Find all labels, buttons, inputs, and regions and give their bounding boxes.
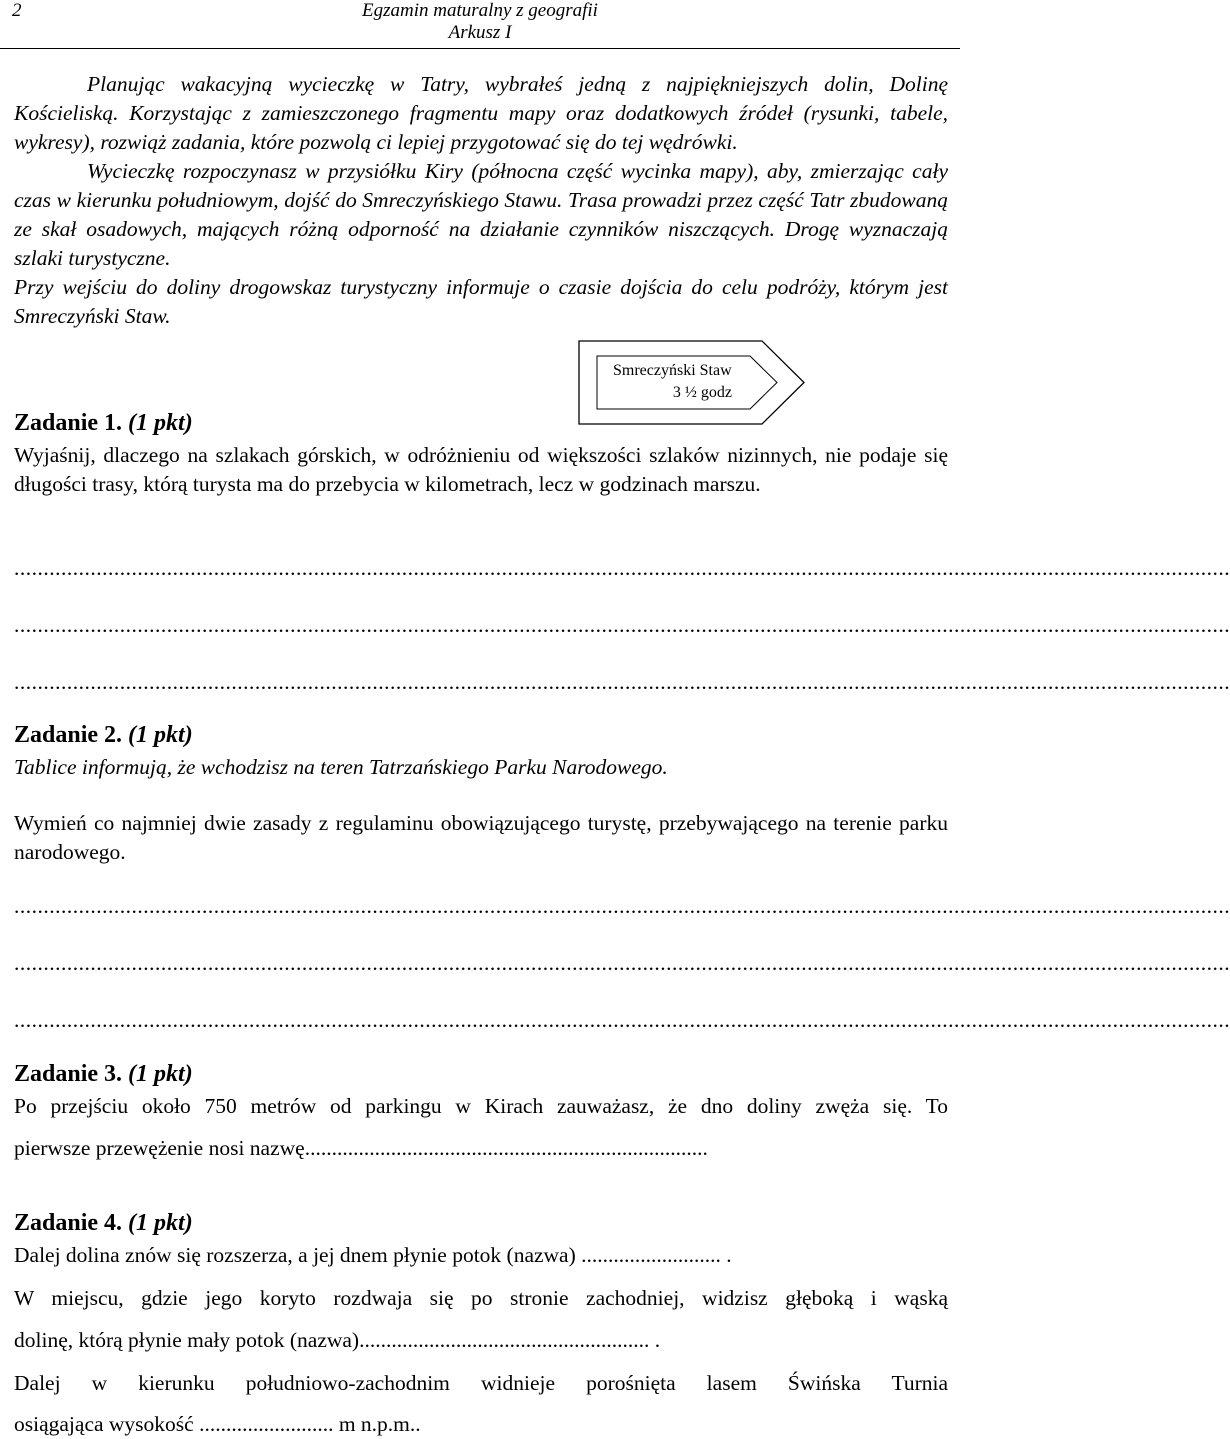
page-number: 2: [12, 0, 22, 21]
task3-line-1: Po przejściu około 750 metrów od parkingu w Kirach zauważasz, że dno doliny zwęża się. To: [14, 1094, 948, 1118]
task2-info: Tablice informują, że wchodzisz na teren Tatrzańskiego Parku Narodowego.: [14, 755, 668, 779]
intro-paragraph-1: Planując wakacyjną wycieczkę w Tatry, wybrałeś jedną z najpiękniejszych dolin, Dolinę Kościeliską. Korzystając z zamieszczonego fragmentu mapy oraz dodatkowych źródeł (rysunki, tabele, wykresy), rozwiąż zadania, które pozwolą ci lepiej przygotować się do tej wędrówki.: [14, 72, 948, 154]
intro-paragraph-3: Przy wejściu do doliny drogowskaz turystyczny informuje o czasie dojścia do celu podróży, którym jest Smreczyński Staw.: [14, 275, 948, 328]
task4-line-5[interactable]: osiągająca wysokość ......................... m n.p.m..: [14, 1412, 421, 1436]
answer-line[interactable]: ...............................................................................................................................................................................................................: [14, 670, 1230, 694]
task1-points: (1 pkt): [128, 410, 193, 436]
task4-line-4: Dalej w kierunku południowo-zachodnim widnieje porośnięta lasem Świńska Turnia: [14, 1371, 948, 1395]
task3-title: Zadanie 3. (1 pkt): [14, 1061, 193, 1087]
exam-sheet: Arkusz I: [448, 22, 512, 43]
answer-line[interactable]: ...............................................................................................................................................................................................................: [14, 951, 1230, 975]
task2-question: Wymień co najmniej dwie zasady z regulaminu obowiązującego turystę, przebywającego na terenie parku narodowego.: [14, 811, 948, 864]
task2-title: Zadanie 2. (1 pkt): [14, 722, 193, 748]
intro-paragraph-2: Wycieczkę rozpoczynasz w przysiółku Kiry (północna część wycinka mapy), aby, zmierzając cały czas w kierunku południowym, dojść do Smreczyńskiego Stawu. Trasa prowadzi przez część Tatr zbudowaną ze skał osadowych, mających różną odporność na działanie czynników niszczących. Drogę wyznaczają szlaki turystyczne.: [14, 159, 948, 270]
exam-title: Egzamin maturalny z geografii: [362, 0, 598, 21]
task3-line-2[interactable]: pierwsze przewężenie nosi nazwę...........................................................................: [14, 1136, 708, 1160]
intro-text: [14, 70, 948, 331]
answer-line[interactable]: ...............................................................................................................................................................................................................: [14, 556, 1230, 580]
task1-title: Zadanie 1. (1 pkt): [14, 410, 193, 436]
signpost-destination: Smreczyński Staw: [613, 362, 732, 379]
task4-line-3[interactable]: dolinę, którą płynie mały potok (nazwa)...................................................... .: [14, 1328, 661, 1352]
answer-line[interactable]: ...............................................................................................................................................................................................................: [14, 894, 1230, 918]
answer-line[interactable]: ...............................................................................................................................................................................................................: [14, 1008, 1230, 1032]
task4-title: Zadanie 4. (1 pkt): [14, 1210, 193, 1236]
task2-points: (1 pkt): [128, 722, 193, 748]
task3-points: (1 pkt): [128, 1061, 193, 1087]
signpost-text: [598, 360, 750, 404]
answer-line[interactable]: ...............................................................................................................................................................................................................: [14, 613, 1230, 637]
page-header: [0, 0, 960, 49]
task4-line-1[interactable]: Dalej dolina znów się rozszerza, a jej dnem płynie potok (nazwa) .......................... .: [14, 1243, 732, 1267]
task4-points: (1 pkt): [128, 1210, 193, 1236]
signpost-time: 3 ½ godz: [672, 384, 732, 401]
task4-line-2: W miejscu, gdzie jego koryto rozdwaja się po stronie zachodniej, widzisz głęboką i wąską: [14, 1286, 948, 1310]
task1-question: Wyjaśnij, dlaczego na szlakach górskich, w odróżnieniu od większości szlaków nizinnych, nie podaje się długości trasy, którą turysta ma do przebycia w kilometrach, lecz w godzinach marszu.: [14, 443, 948, 496]
